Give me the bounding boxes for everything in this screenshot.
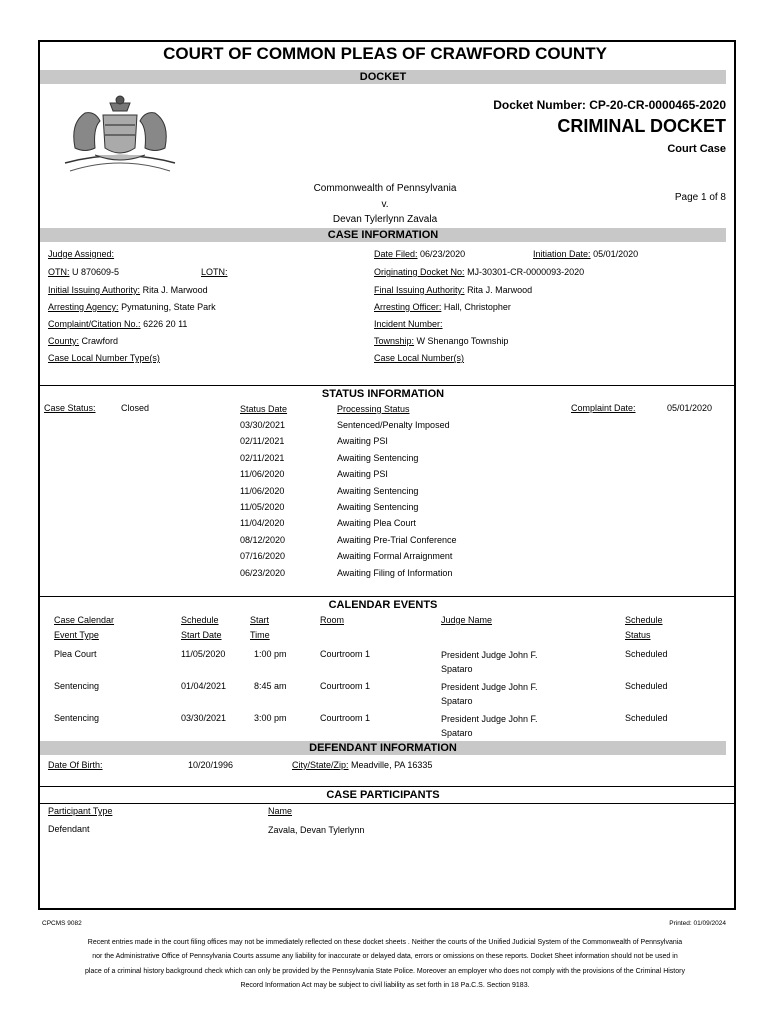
calendar-schedule-status: Scheduled bbox=[625, 681, 668, 691]
participant-name-header: Name bbox=[268, 806, 293, 816]
processing-status: Awaiting Pre-Trial Conference bbox=[337, 535, 457, 545]
calendar-start-header-1: Start bbox=[250, 615, 270, 625]
status-date: 08/12/2020 bbox=[240, 535, 286, 545]
calendar-room: Courtroom 1 bbox=[320, 681, 371, 691]
calendar-schedule-header-1: Schedule bbox=[181, 615, 219, 625]
docket-number: Docket Number: CP-20-CR-0000465-2020 bbox=[493, 98, 726, 112]
otn: OTN: U 870609-5 bbox=[48, 267, 120, 277]
calendar-start-date: 11/05/2020 bbox=[181, 649, 226, 659]
participant-name: Zavala, Devan Tylerlynn bbox=[268, 825, 365, 835]
docket-type: CRIMINAL DOCKET bbox=[557, 116, 726, 136]
calendar-room-header: Room bbox=[320, 615, 345, 625]
calendar-judge-header: Judge Name bbox=[441, 615, 493, 625]
calendar-events-header: CALENDAR EVENTS bbox=[328, 599, 438, 611]
calendar-judge-name: President Judge John F. bbox=[441, 714, 538, 724]
calendar-event-type: Plea Court bbox=[54, 649, 97, 659]
initiation-date: Initiation Date: 05/01/2020 bbox=[533, 249, 639, 259]
township: Township: W Shenango Township bbox=[374, 336, 509, 346]
processing-status: Awaiting PSI bbox=[337, 436, 388, 446]
case-local-numbers-label: Case Local Number(s) bbox=[374, 353, 465, 363]
final-issuing-authority: Final Issuing Authority: Rita J. Marwood bbox=[374, 285, 533, 295]
calendar-schedule-header-2: Start Date bbox=[181, 630, 222, 640]
status-date-header: Status Date bbox=[240, 404, 288, 414]
status-date: 11/06/2020 bbox=[240, 486, 285, 496]
page-indicator: Page 1 of 8 bbox=[674, 192, 726, 203]
participant-type-header: Participant Type bbox=[48, 806, 113, 816]
docket-bar: DOCKET bbox=[40, 70, 726, 84]
status-divider bbox=[40, 385, 734, 386]
status-date: 06/23/2020 bbox=[240, 568, 286, 578]
calendar-start-header-2: Time bbox=[250, 630, 270, 640]
calendar-judge-name-cont: Spataro bbox=[441, 664, 473, 674]
calendar-start-time: 1:00 pm bbox=[254, 649, 287, 659]
calendar-start-time: 8:45 am bbox=[254, 681, 287, 691]
case-status-label: Case Status: bbox=[44, 403, 96, 413]
complaint-date-value: 05/01/2020 bbox=[667, 403, 713, 413]
calendar-start-date: 03/30/2021 bbox=[181, 713, 227, 723]
processing-status: Awaiting Formal Arraignment bbox=[337, 551, 453, 561]
case-participants-header: CASE PARTICIPANTS bbox=[326, 789, 440, 801]
caption-versus: v. bbox=[381, 199, 389, 210]
status-date: 02/11/2021 bbox=[240, 436, 285, 446]
pennsylvania-seal-icon bbox=[55, 93, 185, 178]
complaint-date-label: Complaint Date: bbox=[571, 403, 636, 413]
caption-plaintiff: Commonwealth of Pennsylvania bbox=[313, 183, 457, 194]
calendar-event-type: Sentencing bbox=[54, 681, 100, 691]
calendar-judge-name-cont: Spataro bbox=[441, 728, 473, 738]
participants-divider-2 bbox=[40, 803, 734, 804]
form-code: CPCMS 9082 bbox=[42, 920, 82, 927]
calendar-event-header-2: Event Type bbox=[54, 630, 99, 640]
calendar-judge-name-cont: Spataro bbox=[441, 696, 473, 706]
dob-value: 10/20/1996 bbox=[188, 760, 234, 770]
calendar-judge-name: President Judge John F. bbox=[441, 682, 538, 692]
calendar-start-date: 01/04/2021 bbox=[181, 681, 227, 691]
disclaimer-text: Recent entries made in the court filing offices may not be immediately reflected on these docket sheets . Neither the courts of the Unified Judicial System of the Commonwealth of Pennsylvania nor the Administrative Office of Pennsylvania Courts assume any liability for inaccurate or delayed data, errors or omissions on these reports. Docket Sheet information should not be used in place of a criminal history background check which can only be provided by the Pennsylvania State Police. Moreover an employer who does not comply with the provisions of the Criminal History Record Information Act may be subject to civil liability as set forth in 18 Pa.C.S. Section 9183. bbox=[85, 939, 685, 990]
city-state-zip: City/State/Zip: Meadville, PA 16335 bbox=[292, 760, 433, 770]
calendar-status-header-1: Schedule bbox=[625, 615, 663, 625]
processing-status: Sentenced/Penalty Imposed bbox=[337, 420, 450, 430]
case-status-value: Closed bbox=[121, 403, 150, 413]
processing-status: Awaiting Sentencing bbox=[337, 486, 419, 496]
status-information-header: STATUS INFORMATION bbox=[321, 388, 445, 400]
processing-status: Awaiting Sentencing bbox=[337, 502, 419, 512]
calendar-room: Courtroom 1 bbox=[320, 649, 371, 659]
calendar-schedule-status: Scheduled bbox=[625, 649, 668, 659]
defendant-information-bar: DEFENDANT INFORMATION bbox=[40, 741, 726, 755]
calendar-room: Courtroom 1 bbox=[320, 713, 371, 723]
status-date: 11/05/2020 bbox=[240, 502, 285, 512]
processing-status: Awaiting PSI bbox=[337, 469, 388, 479]
incident-number-label: Incident Number: bbox=[374, 319, 443, 329]
dob-label: Date Of Birth: bbox=[48, 760, 103, 770]
status-date: 11/04/2020 bbox=[240, 518, 285, 528]
arresting-officer: Arresting Officer: Hall, Christopher bbox=[374, 302, 511, 312]
arresting-agency: Arresting Agency: Pymatuning, State Park bbox=[48, 302, 216, 312]
initial-issuing-authority: Initial Issuing Authority: Rita J. Marwood bbox=[48, 285, 208, 295]
calendar-schedule-status: Scheduled bbox=[625, 713, 668, 723]
originating-docket: Originating Docket No: MJ-30301-CR-0000093-2020 bbox=[374, 267, 585, 277]
processing-status: Awaiting Plea Court bbox=[337, 518, 416, 528]
status-date: 11/06/2020 bbox=[240, 469, 285, 479]
processing-status: Awaiting Sentencing bbox=[337, 453, 419, 463]
case-information-bar: CASE INFORMATION bbox=[40, 228, 726, 242]
judge-assigned-label: Judge Assigned: bbox=[48, 249, 115, 259]
calendar-event-header-1: Case Calendar bbox=[54, 615, 115, 625]
case-local-number-type-label: Case Local Number Type(s) bbox=[48, 353, 160, 363]
printed-date: Printed: 01/09/2024 bbox=[669, 920, 726, 927]
calendar-status-header-2: Status bbox=[625, 630, 651, 640]
lotn-label: LOTN: bbox=[201, 267, 228, 277]
caption-defendant: Devan Tylerlynn Zavala bbox=[332, 214, 438, 225]
status-date: 03/30/2021 bbox=[240, 420, 286, 430]
court-title: COURT OF COMMON PLEAS OF CRAWFORD COUNTY bbox=[163, 44, 607, 63]
status-date: 07/16/2020 bbox=[240, 551, 286, 561]
complaint-citation: Complaint/Citation No.: 6226 20 11 bbox=[48, 319, 188, 329]
county: County: Crawford bbox=[48, 336, 119, 346]
calendar-divider bbox=[40, 596, 734, 597]
calendar-event-type: Sentencing bbox=[54, 713, 100, 723]
calendar-judge-name: President Judge John F. bbox=[441, 650, 538, 660]
participant-type: Defendant bbox=[48, 824, 90, 834]
participants-divider bbox=[40, 786, 734, 787]
processing-status-header: Processing Status bbox=[337, 404, 410, 414]
processing-status: Awaiting Filing of Information bbox=[337, 568, 453, 578]
status-date: 02/11/2021 bbox=[240, 453, 285, 463]
calendar-start-time: 3:00 pm bbox=[254, 713, 287, 723]
date-filed: Date Filed: 06/23/2020 bbox=[374, 249, 466, 259]
case-kind: Court Case bbox=[667, 143, 726, 155]
